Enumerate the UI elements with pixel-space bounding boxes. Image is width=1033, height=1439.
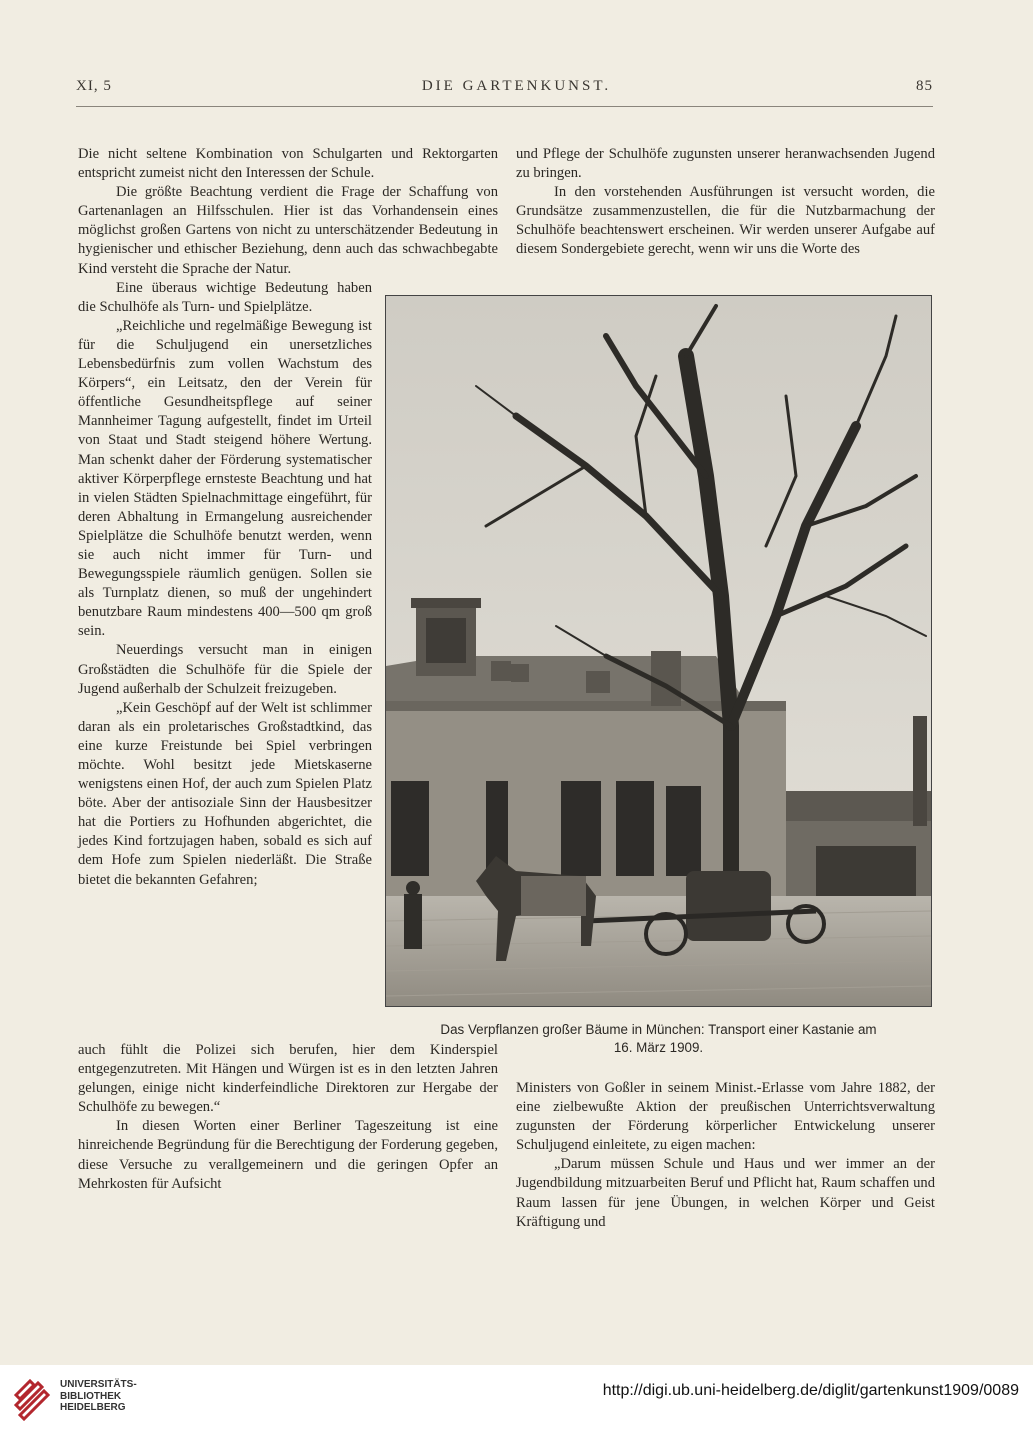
figure-caption <box>385 1021 932 1057</box>
photo-illustration <box>386 296 932 1007</box>
header-rule <box>76 106 933 107</box>
paragraph: In diesen Worten einer Berliner Tageszeitung ist eine hinreichende Begründung für die Berechtigung der Forderung gegeben, diese Versuche zu verallgemeinern und die geringen Opfer an Mehrkosten für Aufsicht <box>78 1118 498 1192</box>
library-line: UNIVERSITÄTS- <box>60 1379 137 1390</box>
photograph-tree-transport <box>385 295 932 1007</box>
digitization-footer <box>0 1365 1033 1439</box>
paragraph: In den vorstehenden Ausführungen ist versucht worden, die Grundsätze zusammenzustellen, die für die Nutzbarmachung der Schulhöfe beachtenswert erscheinen. Wir werden unserer Aufgabe auf diesem Sondergebiete gerecht, wenn wir uns die Worte des <box>516 184 935 258</box>
paragraph: Die nicht seltene Kombination von Schulgarten und Rektorgarten entspricht zumeist nicht den Interessen der Schule. <box>78 146 498 182</box>
left-column-lower <box>78 1041 498 1194</box>
journal-title: DIE GARTENKUNST. <box>421 78 612 94</box>
paragraph: Die größte Beachtung verdient die Frage der Schaffung von Gartenanlagen an Hilfsschulen. Hier ist das Vorhandensein eines möglichst großen Gartens von nicht zu unterschätzender Bedeutung in hygienischer und ethischer Beziehung, denn auch das schwachbegabte Kind versteht die Sprache der Natur. <box>78 184 498 277</box>
caption-line: Das Verpflanzen großer Bäume in München: Transport einer Kastanie am <box>440 1022 877 1037</box>
library-logo-icon <box>12 1375 52 1426</box>
right-column-upper <box>516 145 935 260</box>
right-column-lower <box>516 1079 935 1232</box>
paragraph: Neuerdings versucht man in einigen Großstädten die Schulhöfe für die Spiele der Jugend außerhalb der Schulzeit freizugeben. <box>78 642 372 697</box>
paragraph: „Reichliche und regelmäßige Bewegung ist für die Schuljugend ein unersetzliches Lebensbedürfnis zum vollen Wachstum des Körpers“, ein Leitsatz, den der Verein für öffentliche Gesundheitspflege auf seiner Mannheimer Tagung aufgestellt, findet im Urteil von Staat und Stadt steigend höhere Wertung. Man schenkt daher der Förderung systematischer aktiver Körperpflege ernsteste Beachtung und hat in vielen Städten Spielnachmittage eingeführt, für deren Abhaltung in Ermangelung ausreichender Spielplätze die Schulhöfe benutzt werden, wenn sie auch nicht immer für Turn- und Bewegungsspiele räumlich genügen. Sollen sie als Turnplatz dienen, so muß der ungehindert benutzbare Raum mindestens 400—500 qm groß sein. <box>78 317 372 640</box>
source-url-link[interactable]: http://digi.ub.uni-heidelberg.de/diglit/gartenkunst1909/0089 <box>602 1382 1019 1399</box>
paragraph: „Kein Geschöpf auf der Welt ist schlimmer daran als ein proletarisches Großstadtkind, das eine kurze Freistunde bei Spiel verbringen möchte. Wohl besitzt jede Mietskaserne wenigstens einen Hof, der auch zum Spielen Platz böte. Aber der antisoziale Sinn der Hausbesitzer hat die Portiers zu Hofhunden abgerichtet, die jedes Kind fortzujagen haben, sobald es sich auf dem Hofe zum Spielen niederläßt. Die Straße bietet die bekannten Gefahren; <box>78 699 372 888</box>
library-name <box>60 1379 137 1414</box>
library-line: BIBLIOTHEK <box>60 1390 122 1402</box>
paragraph: und Pflege der Schulhöfe zugunsten unserer heranwachsenden Jugend zu bringen. <box>516 146 935 182</box>
paragraph: auch fühlt die Polizei sich berufen, hier dem Kinderspiel entgegenzutreten. Mit Hängen und Würgen ist es in den letzten Jahren gelungen, einige nicht kinderfeindliche Direktoren zur Hergabe der Schulhöfe zu bewegen.“ <box>78 1042 498 1116</box>
paragraph: „Darum müssen Schule und Haus und wer immer an der Jugendbildung mitzuarbeiten Beruf und Pflicht hat, Raum schaffen und Raum lassen für jene Übungen, in welchen Körper und Geist Kräftigung und <box>516 1156 935 1230</box>
volume-number: XI, 5 <box>76 78 112 94</box>
library-line: HEIDELBERG <box>60 1402 126 1413</box>
page-number: 85 <box>916 78 933 94</box>
caption-date: 16. März 1909. <box>613 1040 704 1055</box>
left-column-upper <box>78 145 498 890</box>
paragraph: Eine überaus wichtige Bedeutung haben die Schulhöfe als Turn- und Spielplätze. <box>78 279 372 315</box>
paragraph: Ministers von Goßler in seinem Minist.-Erlasse vom Jahre 1882, der eine zielbewußte Aktion der preußischen Unterrichtsverwaltung zugunsten der Förderung körperlicher Entwickelung unserer Schuljugend einleitete, zu eigen machen: <box>516 1080 935 1154</box>
